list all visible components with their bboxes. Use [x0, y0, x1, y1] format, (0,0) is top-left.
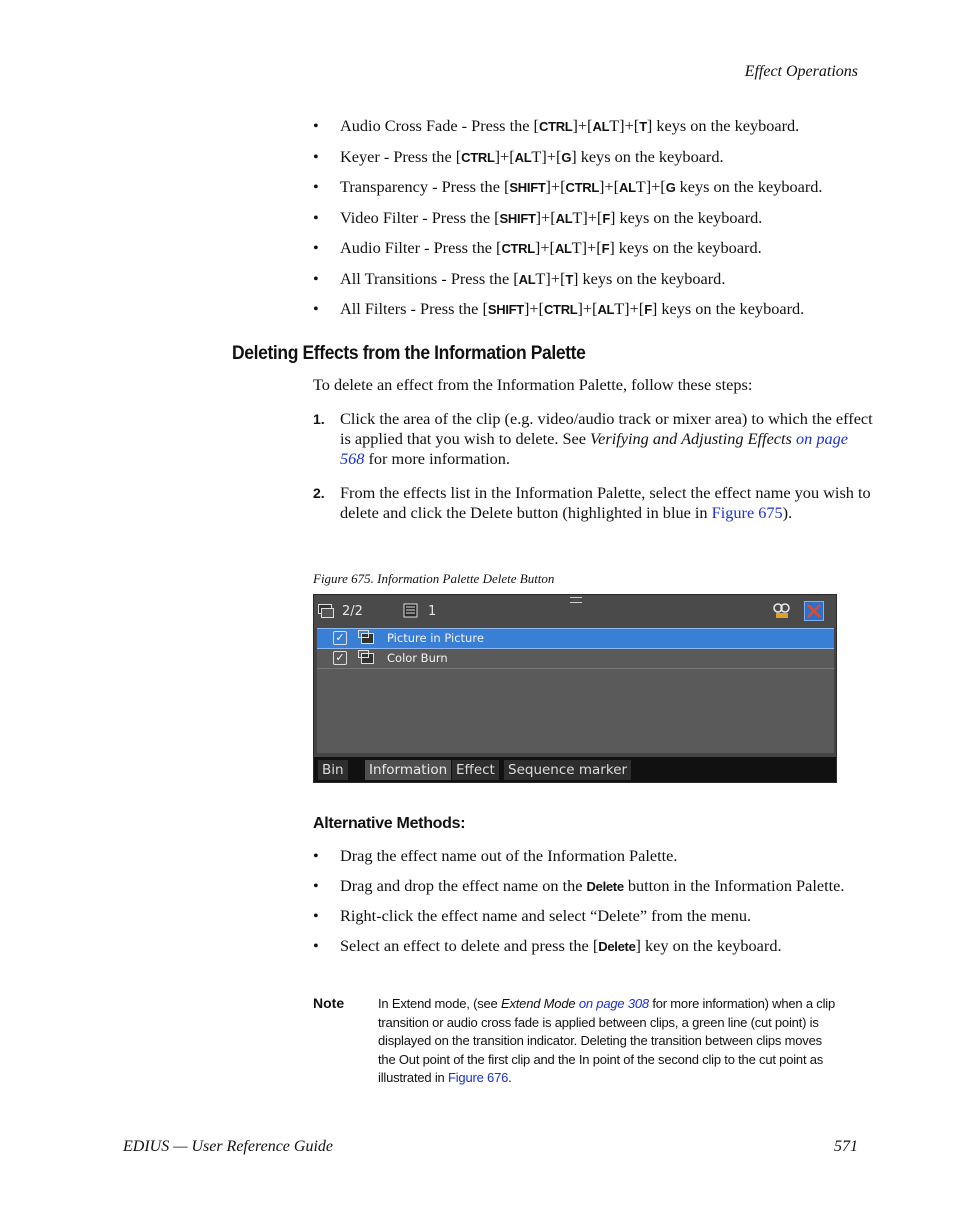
section-title: Deleting Effects from the Information Palette [232, 343, 586, 364]
note-label: Note [313, 995, 345, 1011]
list-item: • Drag the effect name out of the Information Palette. [313, 846, 678, 865]
shortcut-list [313, 116, 873, 320]
delete-button[interactable] [804, 601, 824, 621]
figure-link[interactable]: Figure 676 [447, 1070, 509, 1085]
layer-number: 1 [428, 604, 437, 619]
step-list [313, 409, 873, 523]
layer-icon [403, 603, 421, 620]
intro-text: To delete an effect from the Information Palette, follow these steps: [313, 375, 753, 394]
effect-settings-icon[interactable] [772, 601, 792, 621]
list-item: • Keyer - Press the [CTRL]+[ALT]+[G] keys on the keyboard. [313, 146, 724, 166]
alternative-methods-title: Alternative Methods: [313, 815, 466, 832]
tab-information[interactable]: Information [365, 760, 451, 780]
effect-name: Color Burn [387, 651, 448, 665]
figure-caption: Figure 675. Information Palette Delete Button [313, 571, 555, 586]
filter-icon [361, 633, 374, 644]
tab-bin[interactable]: Bin [318, 760, 348, 780]
filter-icon [361, 653, 374, 664]
page-link[interactable]: on page 308 [578, 996, 649, 1011]
checkbox-checked-icon[interactable]: ✓ [333, 631, 347, 645]
footer-title: EDIUS — User Reference Guide [123, 1138, 334, 1155]
page-link[interactable]: on page 568 [340, 429, 848, 468]
effect-row-selected[interactable] [317, 628, 834, 649]
effect-count: 2/2 [342, 604, 363, 619]
step-item: 2. From the effects list in the Information Palette, select the effect name you wish to delete and click the Delete button (highlighted in blue in Figure 675). [313, 483, 871, 522]
effect-list [317, 628, 834, 753]
list-item: • Select an effect to delete and press the [Delete] key on the keyboard. [313, 935, 782, 955]
alternative-methods-list [313, 846, 873, 957]
delete-x-icon [805, 602, 823, 620]
checkbox-checked-icon[interactable]: ✓ [333, 651, 347, 665]
list-item: • All Filters - Press the [SHIFT]+[CTRL]+[ALT]+[F] keys on the keyboard. [313, 299, 805, 318]
effect-name: Picture in Picture [387, 631, 484, 645]
running-header: Effect Operations [744, 63, 858, 80]
note-text: In Extend mode, (see Extend Mode on page 308 for more information) when a clip transition or audio cross fade is applied between clips, a green line (cut point) is displayed on the transition indicator. Deleting the transition between clips moves the Out point of the first clip and the In point of the second clip to the cut point as illustrated in Figure 676. [378, 996, 836, 1085]
list-item: • Right-click the effect name and select “Delete” from the menu. [313, 906, 752, 925]
list-item: • Video Filter - Press the [SHIFT]+[ALT]+[F] keys on the keyboard. [313, 207, 763, 227]
list-item: • Audio Cross Fade - Press the [CTRL]+[ALT]+[T] keys on the keyboard. [313, 116, 800, 135]
effect-row[interactable] [317, 649, 834, 669]
clip-count-icon [318, 604, 334, 618]
figure-link[interactable]: Figure 675 [711, 503, 783, 522]
palette-toolbar [314, 595, 836, 628]
list-item: • Transparency - Press the [SHIFT]+[CTRL]+[ALT]+[G keys on the keyboard. [313, 177, 823, 196]
page-number: 571 [834, 1138, 858, 1155]
step-item: 1. Click the area of the clip (e.g. video/audio track or mixer area) to which the effect is applied that you wish to delete. See Verifying and Adjusting Effects on page 568 for more information. [313, 409, 873, 468]
tab-sequence-marker[interactable]: Sequence marker [504, 760, 631, 780]
resize-grip[interactable] [570, 597, 582, 603]
information-palette [313, 594, 837, 783]
list-item: • Drag and drop the effect name on the Delete button in the Information Palette. [313, 875, 845, 895]
palette-tab-bar [314, 757, 836, 782]
list-item: • Audio Filter - Press the [CTRL]+[ALT]+[F] keys on the keyboard. [313, 238, 762, 257]
tab-effect[interactable]: Effect [452, 760, 499, 780]
list-item: • All Transitions - Press the [ALT]+[T] keys on the keyboard. [313, 268, 726, 288]
